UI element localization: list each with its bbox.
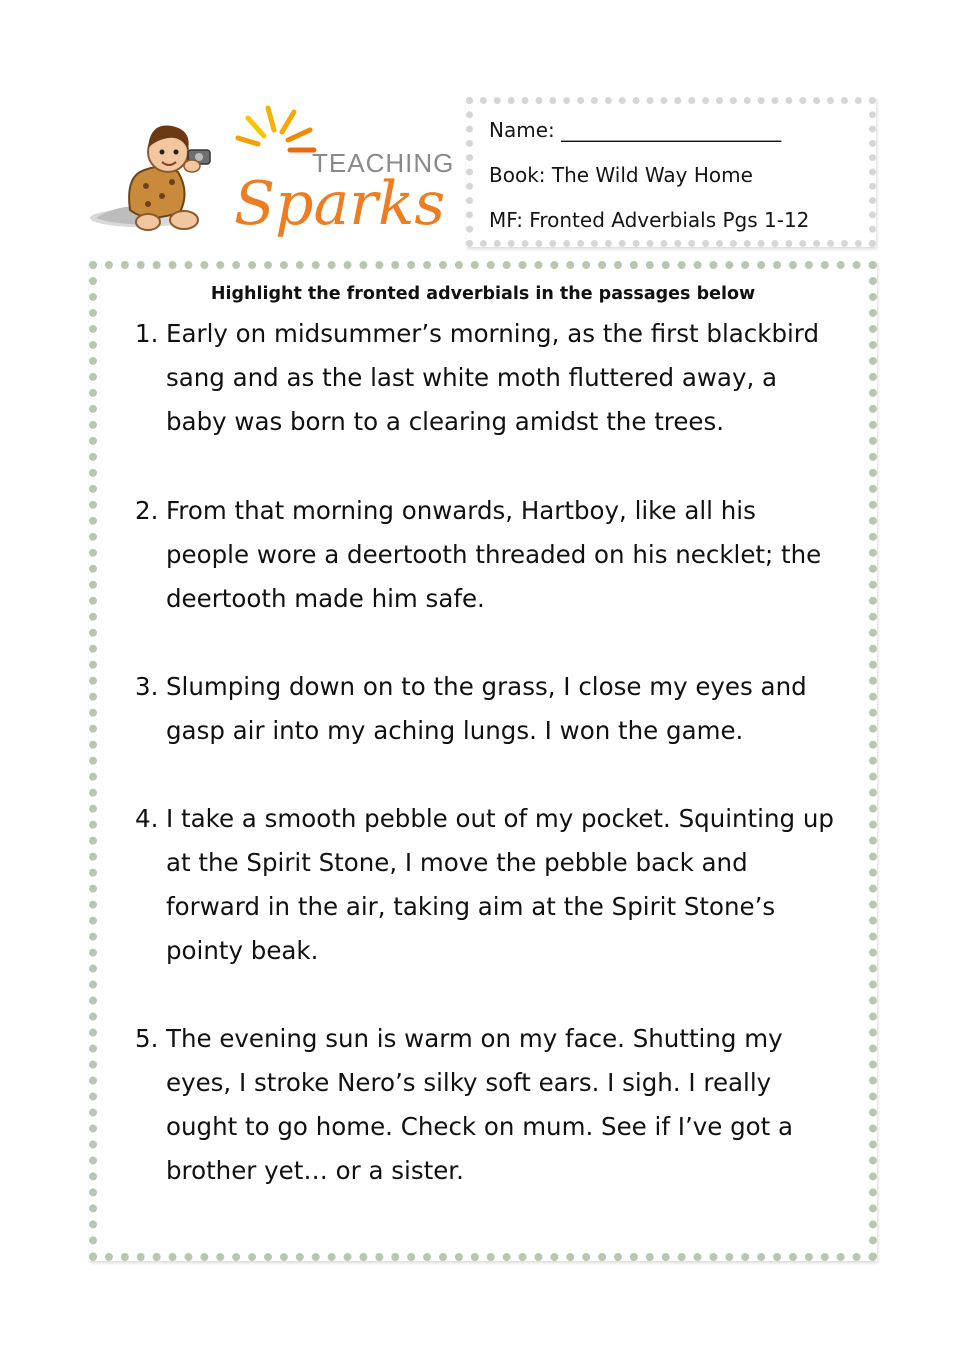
- question-line: pointy beak.: [166, 936, 319, 965]
- question-line: baby was born to a clearing amidst the trees.: [166, 407, 725, 436]
- question-number: 4.: [135, 804, 159, 833]
- student-info-box: [466, 97, 876, 247]
- question-number: 5.: [135, 1024, 159, 1053]
- question-line: Slumping down on to the grass, I close my eyes and: [166, 672, 807, 701]
- question-line: sang and as the last white moth fluttered away, a: [166, 363, 778, 392]
- sparks-burst-icon: [238, 108, 314, 150]
- question-line: The evening sun is warm on my face. Shutting my: [166, 1024, 783, 1053]
- question-line: ought to go home. Check on mum. See if I’ve got a: [166, 1112, 794, 1141]
- name-field[interactable]: Name: ______________________: [489, 118, 782, 142]
- question-text[interactable]: [166, 797, 866, 973]
- question-line: eyes, I stroke Nero’s silky soft ears. I sigh. I really: [166, 1068, 772, 1097]
- question-line: deertooth made him safe.: [166, 584, 485, 613]
- mf-topic: MF: Fronted Adverbials Pgs 1-12: [489, 208, 810, 232]
- question-line: gasp air into my aching lungs. I won the game.: [166, 716, 744, 745]
- question-text[interactable]: [166, 489, 866, 621]
- logo-sparks-text: Sparks: [234, 169, 446, 239]
- book-title: Book: The Wild Way Home: [489, 163, 753, 187]
- teaching-sparks-logo: [88, 100, 460, 250]
- question-line: I take a smooth pebble out of my pocket. Squinting up: [166, 804, 834, 833]
- question-line: forward in the air, taking aim at the Spirit Stone’s: [166, 892, 776, 921]
- question-line: people wore a deertooth threaded on his necklet; the: [166, 540, 822, 569]
- logo-teaching-text: TEACHING: [312, 148, 455, 178]
- caveman-mascot-icon: [90, 125, 210, 230]
- question-line: at the Spirit Stone, I move the pebble back and: [166, 848, 748, 877]
- question-line: From that morning onwards, Hartboy, like all his: [166, 496, 756, 525]
- worksheet-passages-box: [89, 261, 877, 1261]
- instruction-heading: Highlight the fronted adverbials in the passages below: [210, 284, 756, 304]
- question-line: Early on midsummer’s morning, as the first blackbird: [166, 319, 819, 348]
- question-text[interactable]: [166, 665, 866, 753]
- question-number: 3.: [135, 672, 159, 701]
- question-text[interactable]: [166, 1017, 866, 1193]
- question-number: 1.: [135, 319, 159, 348]
- question-line: brother yet… or a sister.: [166, 1156, 464, 1185]
- question-text[interactable]: [166, 312, 866, 444]
- question-number: 2.: [135, 496, 159, 525]
